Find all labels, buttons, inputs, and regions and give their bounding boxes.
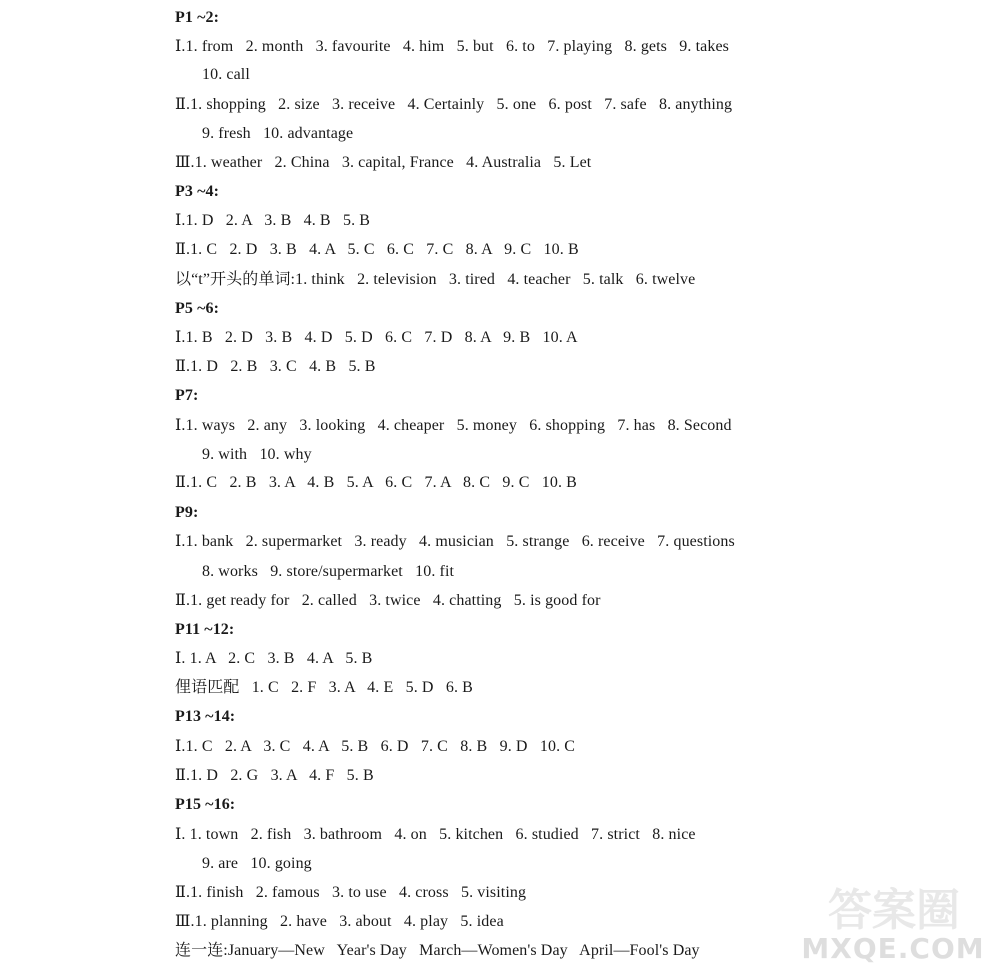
answer-line: Ⅱ.1. C 2. D 3. B 4. A 5. C 6. C 7. C 8. A 9. C 10. B [175,241,579,258]
watermark-logo: 答案圈 [828,885,960,936]
answer-line: Ⅱ.1. finish 2. famous 3. to use 4. cross 5. visiting [175,884,527,901]
answer-line: Ⅱ.1. D 2. B 3. C 4. B 5. B [175,358,376,375]
answer-line: Ⅱ.1. get ready for 2. called 3. twice 4. chatting 5. is good for [175,592,601,609]
answer-line: Ⅱ.1. D 2. G 3. A 4. F 5. B [175,767,374,784]
answer-line: Ⅱ.1. shopping 2. size 3. receive 4. Certainly 5. one 6. post 7. safe 8. anything [175,96,733,113]
section-heading: P1 ~2: [175,9,220,26]
answer-line: Ⅰ.1. B 2. D 3. B 4. D 5. D 6. C 7. D 8. A 9. B 10. A [175,329,578,346]
answer-line: 8. works 9. store/supermarket 10. fit [202,563,455,580]
answer-line: 10. call [202,66,250,83]
answer-line: 俚语匹配 1. C 2. F 3. A 4. E 5. D 6. B [175,679,473,696]
answer-line: 连一连:January—New Year's Day March—Women's Day April—Fool's Day [175,942,700,959]
answer-line: 9. are 10. going [202,855,312,872]
section-heading: P13 ~14: [175,708,236,725]
answer-line: Ⅰ.1. bank 2. supermarket 3. ready 4. musician 5. strange 6. receive 7. questions [175,533,735,550]
section-heading: P11 ~12: [175,621,235,638]
section-heading: P3 ~4: [175,183,220,200]
answer-line: Ⅰ.1. D 2. A 3. B 4. B 5. B [175,212,371,229]
answer-line: 以“t”开头的单词:1. think 2. television 3. tired 4. teacher 5. talk 6. twelve [175,271,696,288]
watermark-text: MXQE.COM [801,932,985,965]
answer-line: Ⅰ.1. ways 2. any 3. looking 4. cheaper 5. money 6. shopping 7. has 8. Second [175,417,732,434]
section-heading: P5 ~6: [175,300,220,317]
answer-line: Ⅰ.1. C 2. A 3. C 4. A 5. B 6. D 7. C 8. B 9. D 10. C [175,738,576,755]
answer-line: Ⅲ.1. weather 2. China 3. capital, France 4. Australia 5. Let [175,154,592,171]
answer-line: Ⅰ.1. from 2. month 3. favourite 4. him 5. but 6. to 7. playing 8. gets 9. takes [175,38,729,55]
answer-line: 9. fresh 10. advantage [202,125,354,142]
answer-line: Ⅱ.1. C 2. B 3. A 4. B 5. A 6. C 7. A 8. C 9. C 10. B [175,474,577,491]
answer-line: Ⅰ. 1. town 2. fish 3. bathroom 4. on 5. kitchen 6. studied 7. strict 8. nice [175,826,696,843]
watermark [798,886,988,968]
answer-line: Ⅰ. 1. A 2. C 3. B 4. A 5. B [175,650,373,667]
answer-line: 9. with 10. why [202,446,312,463]
section-heading: P9: [175,504,199,521]
section-heading: P7: [175,387,199,404]
answer-line: Ⅲ.1. planning 2. have 3. about 4. play 5. idea [175,913,504,930]
section-heading: P15 ~16: [175,796,236,813]
